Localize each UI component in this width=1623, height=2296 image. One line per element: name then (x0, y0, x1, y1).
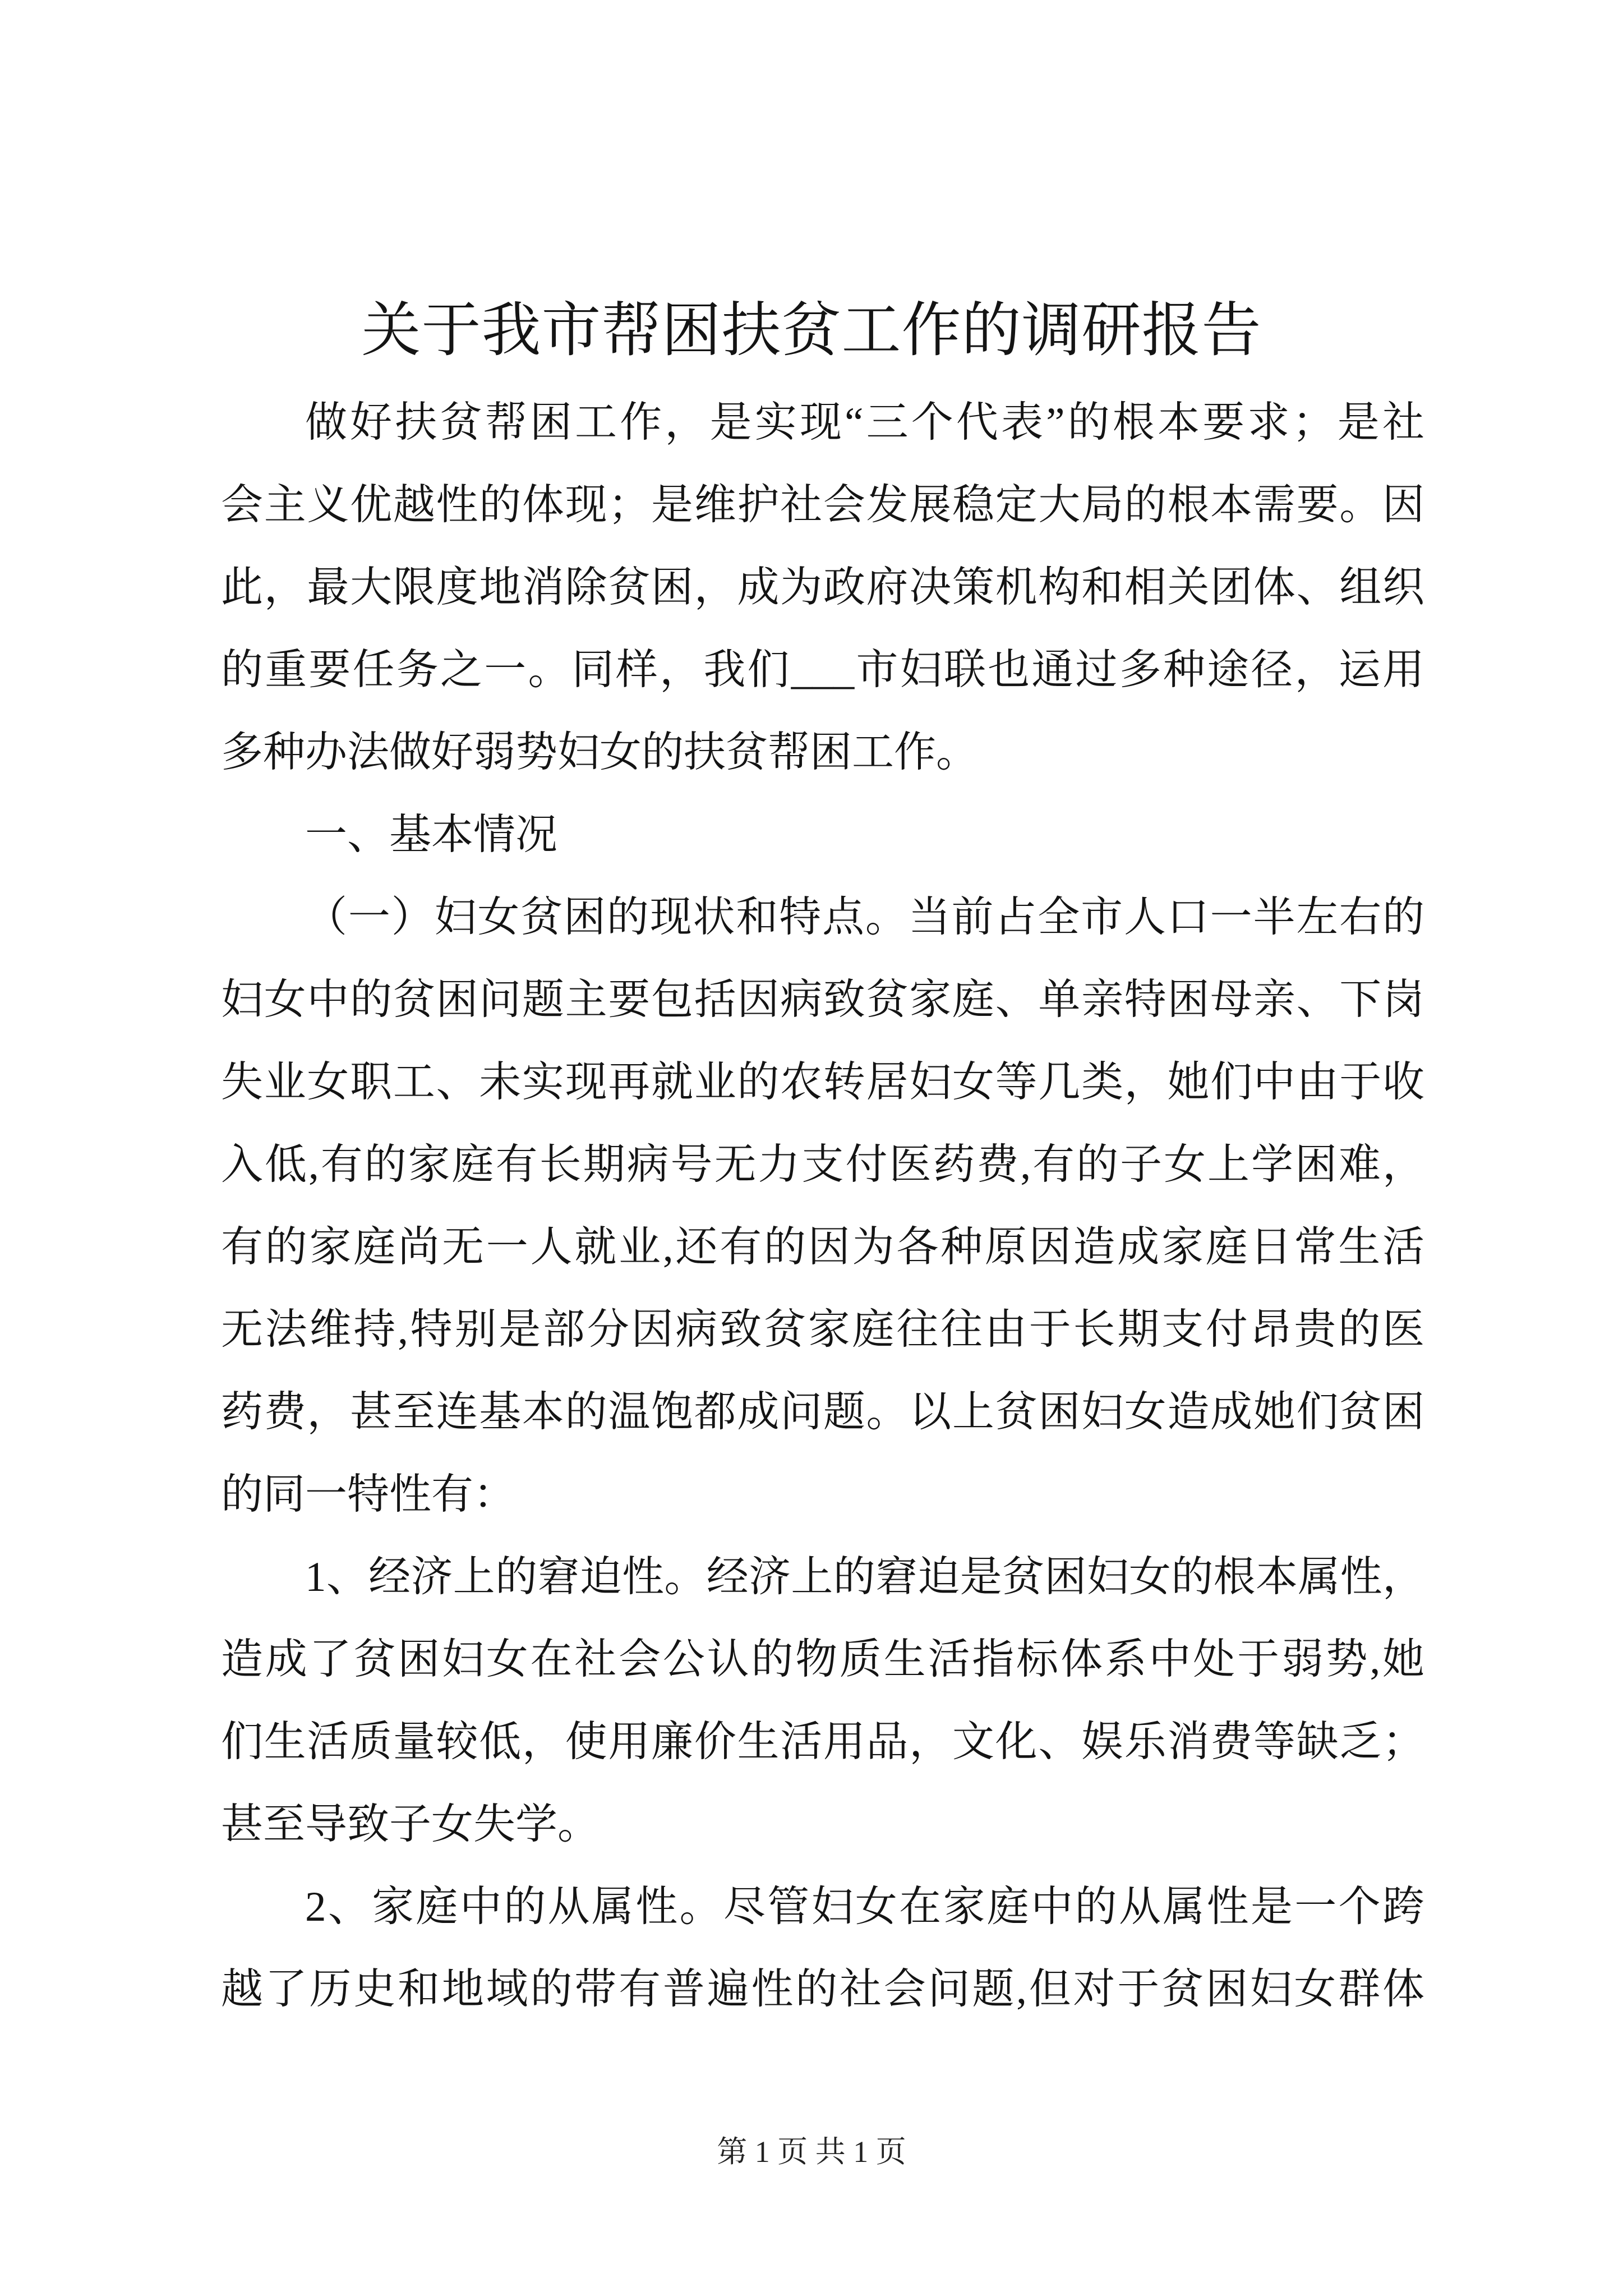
text-line: 此，最大限度地消除贫困，成为政府决策机构和相关团体、组织 (221, 564, 1424, 611)
document-body (221, 381, 1424, 2031)
text-line: 的同一特性有： (221, 1471, 516, 1518)
text-line: 造成了贫困妇女在社会公认的物质生活指标体系中处于弱势,她 (221, 1636, 1424, 1683)
text-line: 失业女职工、未实现再就业的农转居妇女等几类，她们中由于收 (221, 1059, 1424, 1106)
paragraph-point-2 (221, 1866, 1424, 2031)
text-line: 做好扶贫帮困工作，是实现“三个代表”的根本要求；是社 (305, 399, 1424, 446)
text-line: 无法维持,特别是部分因病致贫家庭往往由于长期支付昂贵的医 (221, 1306, 1424, 1353)
page-number-footer: 第 1 页 共 1 页 (717, 2135, 906, 2169)
text-line: 们生活质量较低，使用廉价生活用品，文化、娱乐消费等缺乏； (221, 1719, 1424, 1765)
paragraph-subsection (221, 876, 1424, 1536)
text-line: 越了历史和地域的带有普遍性的社会问题,但对于贫困妇女群体 (221, 1966, 1424, 2013)
text-line: 妇女中的贫困问题主要包括因病致贫家庭、单亲特困母亲、下岗 (221, 977, 1424, 1023)
document-title: 关于我市帮困扶贫工作的调研报告 (361, 298, 1262, 364)
text-line: （一）妇女贫困的现状和特点。当前占全市人口一半左右的 (305, 894, 1424, 941)
text-line: 的重要任务之一。同样，我们___市妇联也通过多种途径，运用 (221, 647, 1424, 693)
text-line: 甚至导致子女失学。 (221, 1801, 600, 1848)
text-line: 1、经济上的窘迫性。经济上的窘迫是贫困妇女的根本属性， (305, 1554, 1424, 1600)
text-line: 药费，甚至连基本的温饱都成问题。以上贫困妇女造成她们贫困 (221, 1389, 1424, 1435)
text-line: 2、家庭中的从属性。尽管妇女在家庭中的从属性是一个跨 (305, 1884, 1424, 1930)
text-line: 有的家庭尚无一人就业,还有的因为各种原因造成家庭日常生活 (221, 1224, 1424, 1271)
text-line: 入低,有的家庭有长期病号无力支付医药费,有的子女上学困难， (221, 1142, 1424, 1188)
text-line: 会主义优越性的体现；是维护社会发展稳定大局的根本需要。因 (221, 482, 1424, 528)
text-line: 多种办法做好弱势妇女的扶贫帮困工作。 (221, 729, 979, 776)
section-heading: 一、基本情况 (305, 812, 558, 858)
paragraph-point-1 (221, 1536, 1424, 1866)
paragraph-intro (221, 381, 1424, 794)
